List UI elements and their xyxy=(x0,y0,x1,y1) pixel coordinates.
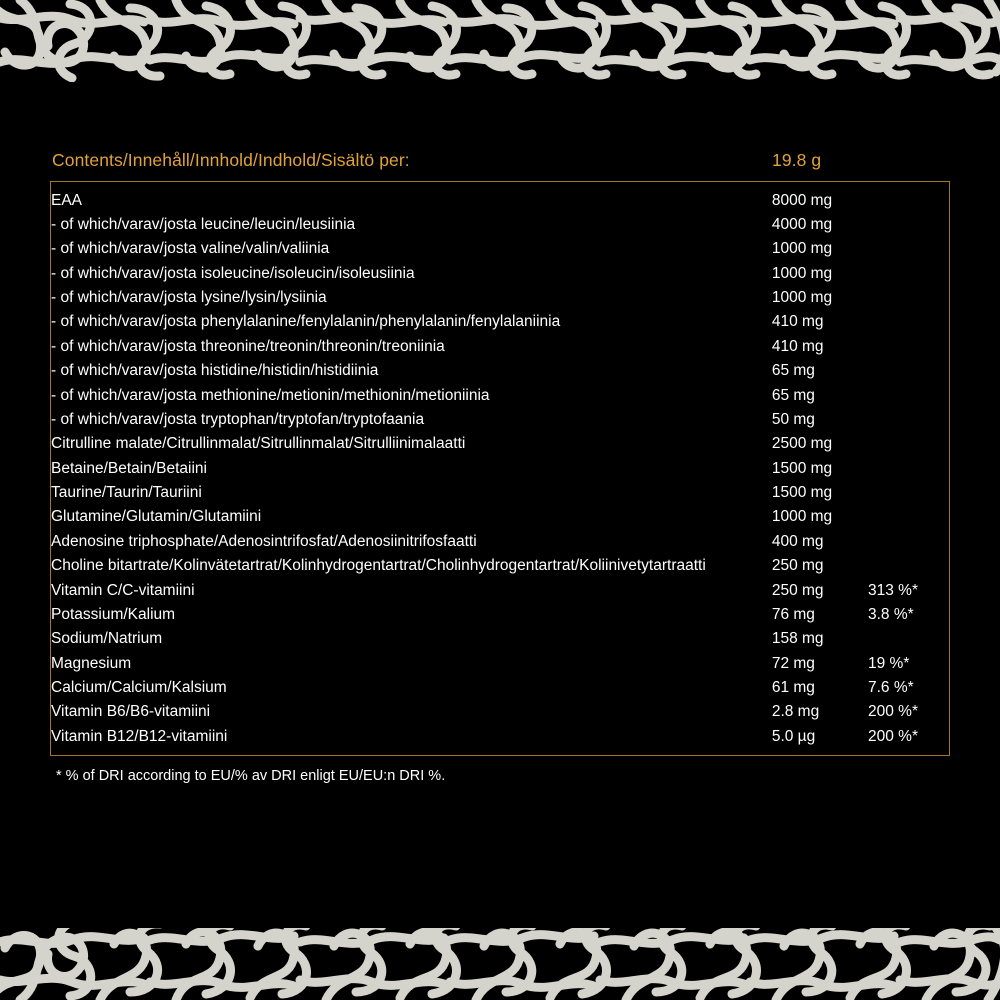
nutrient-dri-percent xyxy=(868,627,949,651)
nutrient-amount: 400 mg xyxy=(771,532,824,550)
nutrient-name: Citrulline malate/Citrullinmalat/Sitrullinmalat/Sitrulliinimalaatti xyxy=(51,435,466,453)
nutrient-name: - of which/varav/josta valine/valin/valiinia xyxy=(51,240,330,258)
nutrient-amount: 1500 mg xyxy=(771,459,833,477)
nutrition-row xyxy=(51,627,949,651)
nutrient-dri-percent xyxy=(868,432,949,456)
nutrition-table xyxy=(51,188,949,749)
nutrition-row xyxy=(51,602,949,626)
nutrient-amount: 2500 mg xyxy=(771,435,833,453)
nutrient-dri-percent xyxy=(868,505,949,529)
nutrition-row xyxy=(51,456,949,480)
nutrient-name: - of which/varav/josta threonine/treonin/threonin/treoniinia xyxy=(51,337,445,355)
nutrient-name: Vitamin C/C-vitamiini xyxy=(51,581,195,599)
nutrient-name: - of which/varav/josta methionine/metionin/methionin/metioniinia xyxy=(51,386,490,404)
nutrient-dri-percent: 19 %* xyxy=(868,654,910,672)
nutrition-row xyxy=(51,432,949,456)
nutrient-dri-percent: 200 %* xyxy=(868,703,918,721)
nutrient-name: EAA xyxy=(51,191,83,209)
nutrient-name: Taurine/Taurin/Tauriini xyxy=(51,484,202,501)
nutrient-amount: 8000 mg xyxy=(771,191,833,209)
nutrient-amount: 250 mg xyxy=(771,557,824,575)
nutrient-dri-percent xyxy=(868,359,949,383)
nutrient-dri-percent: 3.8 %* xyxy=(868,605,914,623)
contents-label: Contents/Innehåll/Innhold/Indhold/Sisältö per: xyxy=(52,150,410,170)
nutrient-dri-percent: 200 %* xyxy=(868,727,918,745)
nutrient-name: Adenosine triphosphate/Adenosintrifosfat/Adenosiinitrifosfaatti xyxy=(51,532,477,550)
nutrition-row xyxy=(51,578,949,602)
nutrient-amount: 410 mg xyxy=(771,337,824,355)
nutrition-row xyxy=(51,310,949,334)
nutrition-row xyxy=(51,212,949,236)
nutrient-name: Calcium/Calcium/Kalsium xyxy=(51,679,227,696)
nutrient-amount: 250 mg xyxy=(771,581,824,599)
nutrient-name: Potassium/Kalium xyxy=(51,605,176,623)
nutrient-amount: 1000 mg xyxy=(771,264,833,282)
nutrient-amount: 158 mg xyxy=(771,630,824,648)
nutrition-row xyxy=(51,261,949,285)
nutrient-name: Sodium/Natrium xyxy=(51,630,163,648)
nutrient-amount: 61 mg xyxy=(771,679,815,696)
nutrient-name: Magnesium xyxy=(51,654,132,672)
nutrient-amount: 50 mg xyxy=(771,410,815,428)
nutrition-row xyxy=(51,359,949,383)
nutrient-dri-percent xyxy=(868,261,949,285)
nutrient-dri-percent xyxy=(868,188,949,212)
nutrient-amount: 1500 mg xyxy=(771,484,833,501)
nutrition-row xyxy=(51,676,949,700)
panel-header xyxy=(50,150,950,181)
nutrient-name: - of which/varav/josta phenylalanine/fenylalanin/phenylalanin/fenylalaniinia xyxy=(51,313,561,331)
nutrient-name: Glutamine/Glutamin/Glutamiini xyxy=(51,508,262,526)
nutrient-dri-percent xyxy=(868,383,949,407)
nutrient-dri-percent xyxy=(868,554,949,578)
nutrient-dri-percent xyxy=(868,286,949,310)
nutrition-row xyxy=(51,383,949,407)
nutrient-dri-percent xyxy=(868,407,949,431)
nutrient-amount: 1000 mg xyxy=(771,289,833,306)
nutrient-dri-percent xyxy=(868,481,949,505)
nutrient-name: Vitamin B6/B6-vitamiini xyxy=(51,703,211,721)
nutrient-amount: 1000 mg xyxy=(771,240,833,258)
nutrient-amount: 76 mg xyxy=(771,605,815,623)
nutrition-row xyxy=(51,334,949,358)
nutrition-row xyxy=(51,724,949,748)
nutrient-dri-percent: 7.6 %* xyxy=(868,679,914,696)
nutrition-table-box xyxy=(50,181,950,756)
nutrient-name: - of which/varav/josta leucine/leucin/leusiinia xyxy=(51,215,356,233)
nutrition-panel xyxy=(50,150,950,784)
nutrient-amount: 2.8 mg xyxy=(771,703,820,721)
nutrient-dri-percent xyxy=(868,237,949,261)
nutrient-dri-percent xyxy=(868,310,949,334)
nutrition-row xyxy=(51,505,949,529)
nutrient-name: Betaine/Betain/Betaiini xyxy=(51,459,207,477)
nutrient-dri-percent xyxy=(868,334,949,358)
nutrient-amount: 1000 mg xyxy=(771,508,833,526)
dri-footnote: * % of DRI according to EU/% av DRI enligt EU/EU:n DRI %. xyxy=(56,767,446,784)
celtic-knot-border-bottom xyxy=(0,928,1000,1000)
nutrition-row xyxy=(51,700,949,724)
nutrition-row xyxy=(51,529,949,553)
nutrient-amount: 65 mg xyxy=(771,386,815,404)
nutrient-amount: 5.0 µg xyxy=(771,727,816,745)
celtic-knot-border-top xyxy=(0,0,1000,82)
nutrition-row xyxy=(51,651,949,675)
nutrition-row xyxy=(51,237,949,261)
nutrient-dri-percent xyxy=(868,529,949,553)
nutrition-row xyxy=(51,407,949,431)
nutrient-name: Vitamin B12/B12-vitamiini xyxy=(51,727,228,745)
nutrient-dri-percent xyxy=(868,456,949,480)
nutrition-row xyxy=(51,554,949,578)
nutrient-amount: 4000 mg xyxy=(771,215,833,233)
nutrient-name: - of which/varav/josta histidine/histidin/histidiinia xyxy=(51,362,379,380)
nutrition-row xyxy=(51,481,949,505)
nutrient-amount: 410 mg xyxy=(771,313,824,331)
nutrient-dri-percent: 313 %* xyxy=(868,581,918,599)
serving-size-value: 19.8 g xyxy=(772,150,822,170)
nutrient-amount: 72 mg xyxy=(771,654,815,672)
nutrient-dri-percent xyxy=(868,212,949,236)
nutrition-row xyxy=(51,286,949,310)
nutrient-name: - of which/varav/josta tryptophan/tryptofan/tryptofaania xyxy=(51,410,425,428)
nutrition-row xyxy=(51,188,949,212)
nutrient-name: - of which/varav/josta isoleucine/isoleucin/isoleusiinia xyxy=(51,264,415,282)
nutrient-name: - of which/varav/josta lysine/lysin/lysiinia xyxy=(51,289,327,306)
nutrient-name: Choline bitartrate/Kolinvätetartrat/Kolinhydrogentartrat/Cholinhydrogentartrat/Koliinivetytartraatti xyxy=(51,557,706,575)
nutrient-amount: 65 mg xyxy=(771,362,815,380)
